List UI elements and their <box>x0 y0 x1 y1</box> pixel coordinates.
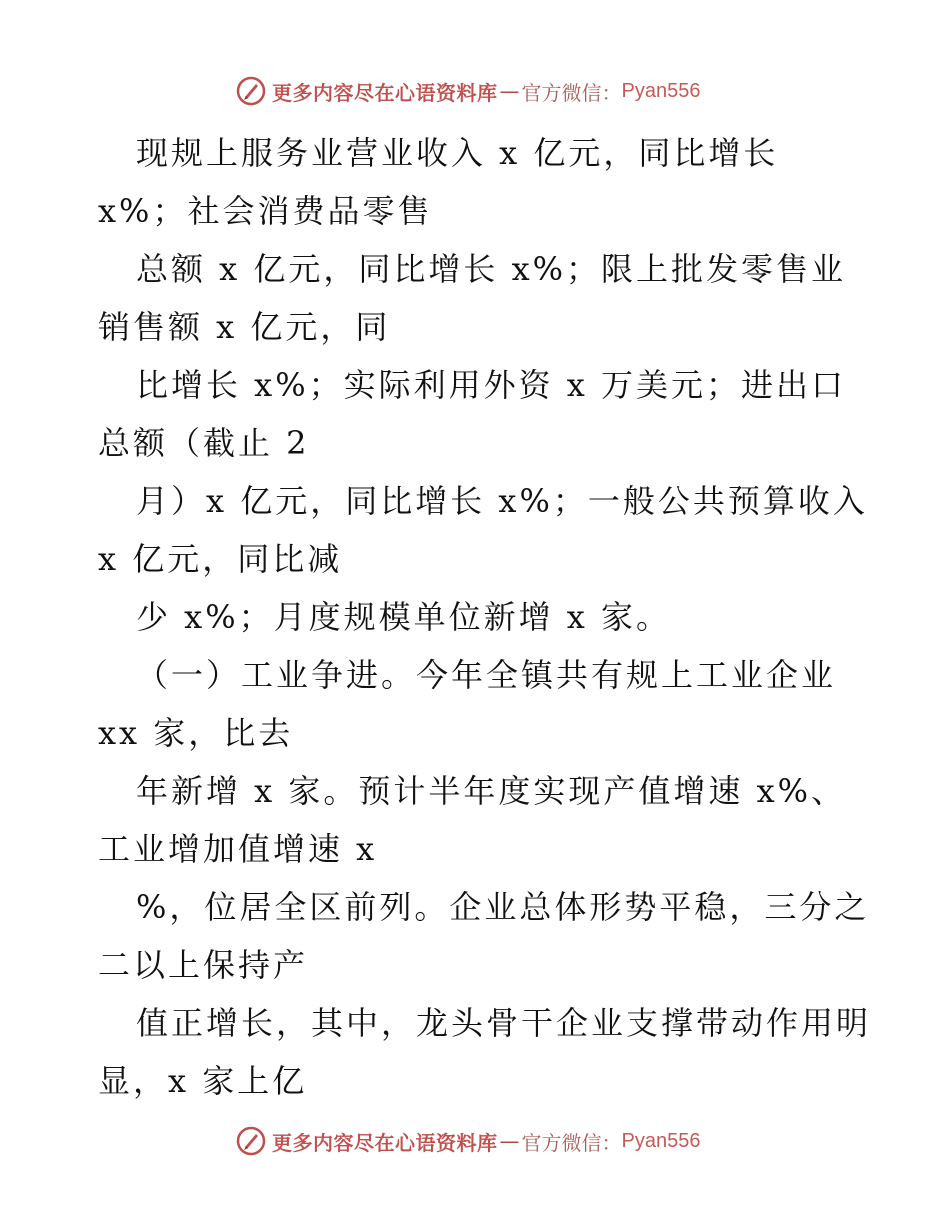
banner-separator: — <box>499 79 520 103</box>
text-line: 少 x%；月度规模单位新增 x 家。 <box>136 598 672 636</box>
text-line: 总额 x 亿元，同比增长 x%；限上批发零售业 <box>136 250 847 288</box>
text-line: 总额（截止 2 <box>98 424 310 462</box>
header-banner <box>236 74 700 108</box>
text-line: 年新增 x 家。预计半年度实现产值增速 x%、 <box>136 772 847 810</box>
banner-wechat-label: 官方微信： <box>521 1130 622 1155</box>
text-line: %，位居全区前列。企业总体形势平稳，三分之 <box>136 888 870 926</box>
text-line: x 亿元，同比减 <box>98 540 343 578</box>
text-line: 工业增加值增速 x <box>98 830 378 868</box>
text-line: 销售额 x 亿元，同 <box>98 308 391 346</box>
text-line: x%；社会消费品零售 <box>98 192 433 230</box>
quill-logo-icon <box>236 76 266 106</box>
text-line: 现规上服务业营业收入 x 亿元，同比增长 <box>136 134 779 172</box>
text-line: 月）x 亿元，同比增长 x%；一般公共预算收入 <box>136 482 868 520</box>
text-line: 比增长 x%；实际利用外资 x 万美元；进出口 <box>136 366 847 404</box>
text-line: （一）工业争进。今年全镇共有规上工业企业 <box>136 656 837 694</box>
banner-text: 更多内容尽在心语资料库 <box>272 1130 498 1155</box>
quill-logo-icon <box>236 1126 266 1156</box>
banner-text: 更多内容尽在心语资料库 <box>272 80 498 105</box>
text-line: 值正增长，其中，龙头骨干企业支撑带动作用明 <box>136 1004 872 1042</box>
text-line: 显，x 家上亿 <box>98 1062 308 1100</box>
document-body <box>98 124 898 1110</box>
banner-separator: — <box>499 1129 520 1153</box>
banner-wechat-label: 官方微信： <box>521 80 622 105</box>
text-line: xx 家，比去 <box>98 714 294 752</box>
footer-banner <box>236 1124 700 1158</box>
banner-wechat-id: Pyan556 <box>621 79 701 102</box>
banner-wechat-id: Pyan556 <box>621 1129 701 1152</box>
text-line: 二以上保持产 <box>98 946 309 984</box>
